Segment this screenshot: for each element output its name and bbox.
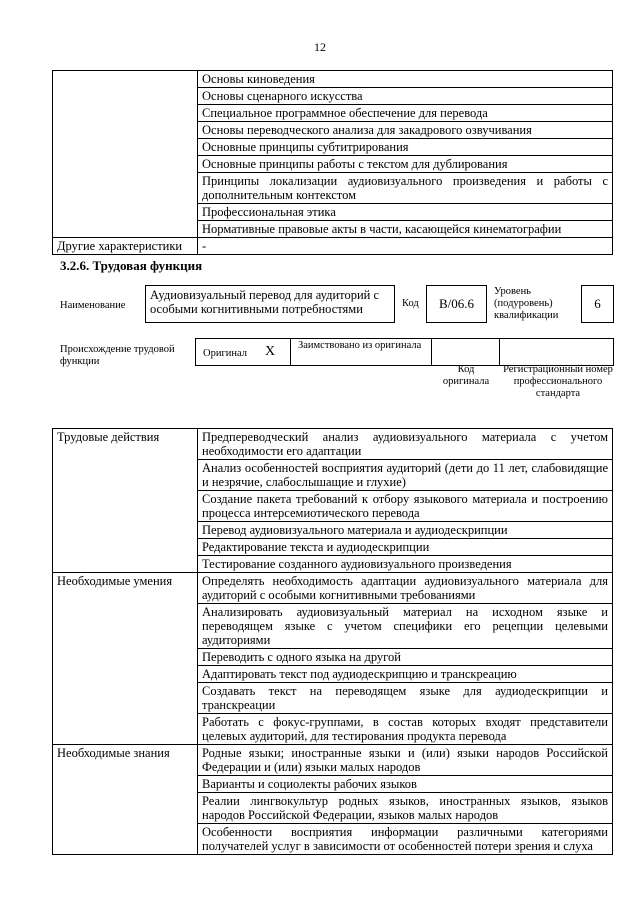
section-item: Перевод аудиовизуального материала и аудиодескрипции <box>198 522 613 539</box>
function-name: Аудиовизуальный перевод для аудиторий с особыми когнитивными потребностями <box>150 288 379 316</box>
knowledge-item: Профессиональная этика <box>198 204 613 221</box>
qualification-table <box>52 70 613 255</box>
knowledge-item: Основные принципы работы с текстом для дублирования <box>198 156 613 173</box>
table-row <box>53 71 613 88</box>
section-item: Редактирование текста и аудиодескрипции <box>198 539 613 556</box>
knowledge-item: Специальное программное обеспечение для перевода <box>198 105 613 122</box>
section-item: Анализ особенностей восприятия аудиторий (дети до 11 лет, слабовидящие и незрячие, слабослышащие и глухие) <box>198 460 613 491</box>
other-characteristics-label: Другие характеристики <box>53 238 198 255</box>
code-origin-caption: Код оригинала <box>442 364 490 387</box>
knowledge-item: Принципы локализации аудиовизуального произведения и работы с дополнительным контекстом <box>198 173 613 204</box>
table-row <box>53 429 613 460</box>
section-item: Анализировать аудиовизуальный материал на исходном языке и переводящем языке с учетом специфики его рецепции целевыми аудиториями <box>198 604 613 649</box>
section-label: Трудовые действия <box>53 429 198 573</box>
knowledge-item: Основы переводческого анализа для закадрового озвучивания <box>198 122 613 139</box>
section-label: Необходимые умения <box>53 573 198 745</box>
labor-function-table <box>52 428 613 855</box>
origin-divider-2 <box>431 338 432 366</box>
knowledge-item: Основные принципы субтитрирования <box>198 139 613 156</box>
knowledge-item: Основы сценарного искусства <box>198 88 613 105</box>
section-item: Определять необходимость адаптации аудиовизуального материала для аудиторий с особыми когнитивными требованиями <box>198 573 613 604</box>
section-heading: 3.2.6. Трудовая функция <box>60 258 203 273</box>
section-item: Тестирование созданного аудиовизуального произведения <box>198 556 613 573</box>
original-mark: X <box>265 344 276 359</box>
section-label: Необходимые знания <box>53 745 198 855</box>
origin-divider-3 <box>499 338 500 366</box>
other-characteristics-value: - <box>198 238 613 255</box>
section-item: Работать с фокус-группами, в состав которых входят представители целевых аудиторий, для тестирования продукта перевода <box>198 714 613 745</box>
original-label: Оригинал <box>203 348 247 359</box>
table-row <box>53 238 613 255</box>
name-label: Наименование <box>60 300 126 311</box>
origin-label: Происхождение трудовой функции <box>60 344 175 367</box>
section-item: Реалии лингвокультур родных языков, иностранных языков, языков народов Российской Федерации, языков малых народов <box>198 793 613 824</box>
knowledge-item: Основы киноведения <box>198 71 613 88</box>
origin-divider-1 <box>290 338 291 366</box>
section-item: Родные языки; иностранные языки и (или) языки народов Российской Федерации и (или) языки малых народов <box>198 745 613 776</box>
table-row <box>53 745 613 776</box>
knowledge-item: Нормативные правовые акты в части, касающейся кинематографии <box>198 221 613 238</box>
level-label: Уровень (подуровень) квалификации <box>494 286 559 321</box>
section-item: Предпереводческий анализ аудиовизуального материала с учетом необходимости его адаптации <box>198 429 613 460</box>
code-label: Код <box>402 298 419 309</box>
function-code: B/06.6 <box>438 296 475 311</box>
table-row <box>53 573 613 604</box>
section-item: Создание пакета требований к отбору языкового материала и построению процесса интерсемиотического перевода <box>198 491 613 522</box>
level-box <box>581 285 614 323</box>
section-item: Особенности восприятия информации различными категориями получателей услуг в зависимости от особенностей потери зрения и слуха <box>198 824 613 855</box>
borrowed-label: Заимствовано из оригинала <box>298 340 422 351</box>
function-name-box <box>145 285 395 323</box>
empty-label-cell <box>53 71 198 238</box>
page-number: 12 <box>314 40 326 54</box>
section-item: Создавать текст на переводящем языке для аудиодескрипции и транскреации <box>198 683 613 714</box>
function-code-box <box>426 285 487 323</box>
section-item: Переводить с одного языка на другой <box>198 649 613 666</box>
section-item: Адаптировать текст под аудиодескрипцию и транскреацию <box>198 666 613 683</box>
level-value: 6 <box>594 296 601 311</box>
reg-number-caption: Регистрационный номер профессионального стандарта <box>503 364 613 399</box>
section-item: Варианты и социолекты рабочих языков <box>198 776 613 793</box>
